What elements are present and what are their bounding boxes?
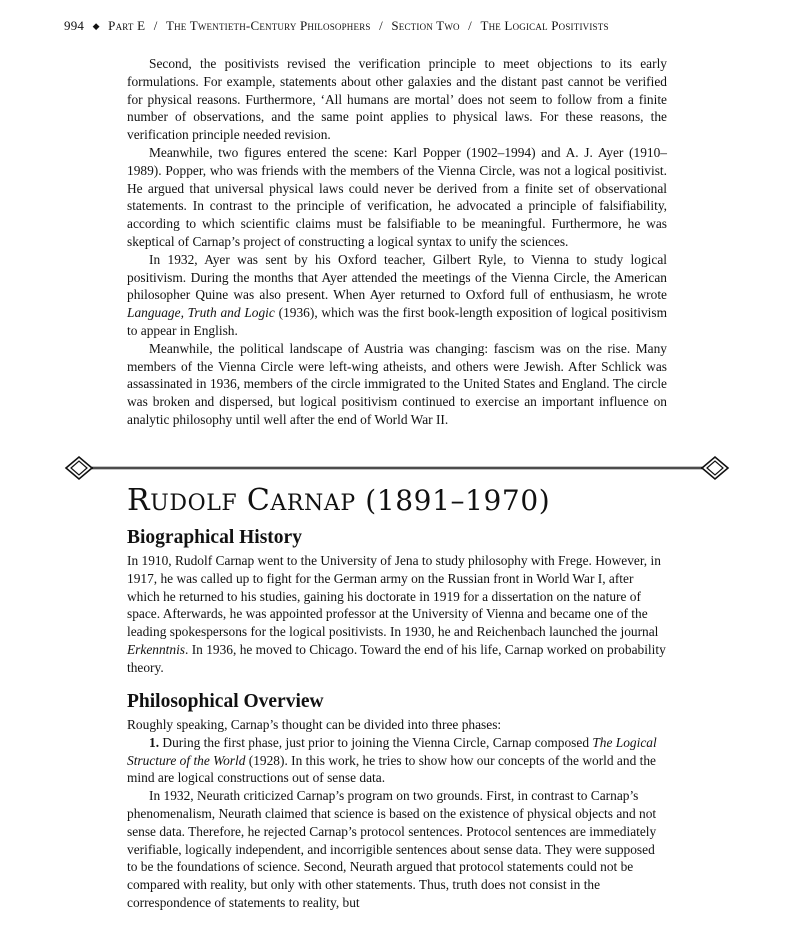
running-head-part: Part E: [108, 18, 146, 33]
title-rest: ARNAP: [270, 491, 356, 516]
running-head-separator: /: [379, 18, 383, 33]
paragraph-text: In 1910, Rudolf Carnap went to the University of Jena to study philosophy with Frege. However, in 1917, he was called up to fight for the German army on the Russian front in World War I, after which he returned to his studies, gaining his doctorate in 1919 for a dissertation on the nature of space. Afterwards, he was appointed professor at the University of Vienna and became one of the leading spokespersons for the logical positivists. In 1930, he and Reichenbach launched the journal: [127, 553, 661, 640]
book-title: Language, Truth and Logic: [127, 305, 275, 321]
paragraph: Second, the positivists revised the verification principle to meet objections to its early formulations. For example, statements about other galaxies and the distant past cannot be verified for physical reasons. Furthermore, ‘All humans are mortal’ does not seem to follow from a finite number of observations, and the same point applies to physical laws. For these reasons, the verification principle needed revision.: [127, 56, 667, 143]
title-initial: R: [127, 483, 151, 518]
paragraph: Roughly speaking, Carnap’s thought can be divided into three phases:: [127, 717, 502, 732]
divider-ornament-icon: [64, 455, 730, 481]
title-dates: (1891–1970): [365, 484, 551, 517]
running-head-chapter: The Logical Positivists: [480, 18, 609, 33]
paragraph: [127, 251, 667, 340]
running-head-separator: /: [468, 18, 472, 33]
paragraph-text: (1936), which was the first book-length exposition of logical positivism to appear in English.: [127, 305, 667, 338]
biography-text: [127, 552, 667, 677]
chapter-title: [127, 483, 550, 518]
section-divider: [64, 455, 730, 481]
page-number: 994: [64, 18, 85, 33]
phase-number: 1.: [149, 734, 160, 750]
overview-text: [127, 716, 667, 912]
book-title: The Logical Structure of the World: [127, 734, 657, 768]
diamond-bullet-icon: ◆: [92, 21, 100, 31]
paragraph-text: . In 1936, he moved to Chicago. Toward the end of his life, Carnap worked on probability theory.: [127, 641, 666, 675]
paragraph: In 1932, Neurath criticized Carnap’s program on two grounds. First, in contrast to Carnap’s phenomenalism, Neurath claimed that science is based on the existence of physical objects and not sense data. Therefore, he rejected Carnap’s protocol sentences. Protocol sentences are immediately verifiable, logically independent, and incorrigible sentences about sense data. They were supposed to be the foundations of science. Second, Neurath argued that protocol statements could not be compared with reality, but only with other statements. Thus, truth does not consist in the correspondence of statements to reality, but: [127, 788, 657, 910]
title-rest: UDOLF: [150, 491, 238, 516]
paragraph: [127, 734, 667, 787]
overview-heading: Philosophical Overview: [127, 691, 324, 712]
paragraph: Meanwhile, the political landscape of Austria was changing: fascism was on the rise. Many members of the Vienna Circle were left-wing atheists, and others were Jewish. After Schlick was assassinated in 1936, members of the circle immigrated to the United States and England. The circle was broken and dispersed, but logical positivism continued to exercise an important influence on analytic philosophy until well after the end of World War II.: [127, 340, 667, 427]
paragraph-text: In 1932, Ayer was sent by his Oxford teacher, Gilbert Ryle, to Vienna to study logical positivism. During the months that Ayer attended the meetings of the Vienna Circle, the American philosopher Quine was also present. When Ayer returned to Oxford full of enthusiasm, he wrote: [127, 251, 667, 303]
paragraph-text: (1928). In this work, he tries to show how our concepts of the world and the mind are logical constructions out of sense data.: [127, 752, 656, 786]
running-head: [64, 18, 744, 34]
right-diamond-icon: [702, 457, 728, 479]
paragraph: [127, 552, 667, 677]
running-head-separator: /: [153, 18, 158, 33]
running-head-section: Section Two: [391, 18, 460, 33]
journal-title: Erkenntnis: [127, 641, 186, 657]
paragraph-text: During the first phase, just prior to joining the Vienna Circle, Carnap composed: [159, 734, 593, 750]
paragraph: Meanwhile, two figures entered the scene: Karl Popper (1902–1994) and A. J. Ayer (1910–1989). Popper, who was friends with the members of the Vienna Circle, was not a logical positivist. He argued that universal physical laws could never be derived from a finite set of observational statements. In contrast to the principle of verification, he advocated a principle of falsifiability, according to which scientific claims must be falsifiable to be meaningful. Furthermore, he was skeptical of Carnap’s project of constructing a logical syntax to unify the sciences.: [127, 144, 667, 249]
running-head-book-section: The Twentieth-Century Philosophers: [165, 18, 371, 33]
left-diamond-icon: [66, 457, 92, 479]
intro-text: [127, 55, 667, 429]
biography-heading: Biographical History: [127, 527, 302, 548]
title-initial: C: [246, 483, 271, 518]
